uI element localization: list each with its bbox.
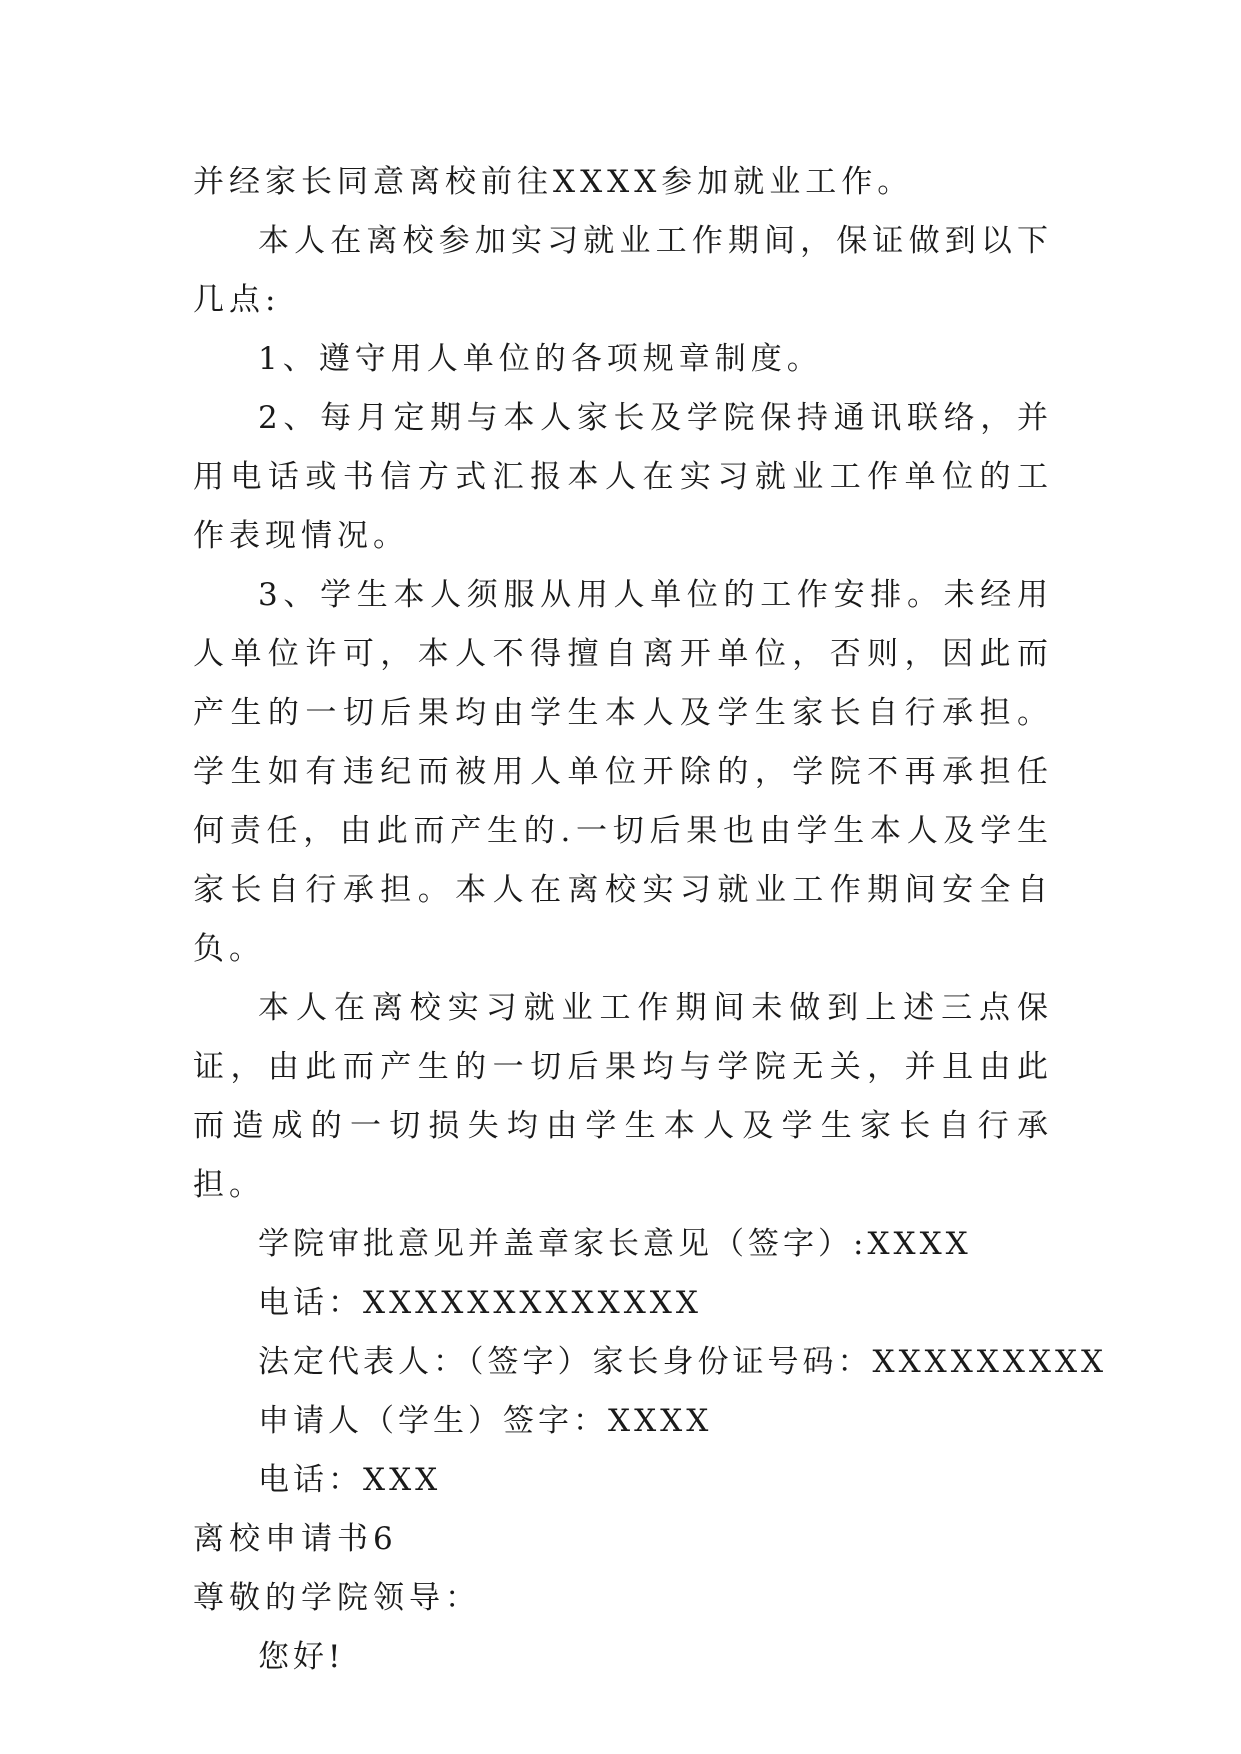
field-approval-signature: 学院审批意见并盖章家长意见（签字）:XXXX — [258, 1226, 972, 1262]
paragraph-liability: 本人在离校实习就业工作期间未做到上述三点保证，由此而产生的一切后果均与学院无关，并且由此而造成的一切损失均由学生本人及学生家长自行承担。 — [193, 990, 1053, 1203]
field-phone-parent: 电话：XXXXXXXXXXXXX — [258, 1285, 702, 1321]
field-phone-applicant: 电话：XXX — [258, 1462, 442, 1498]
paragraph-intro-continuation: 并经家长同意离校前往XXXX参加就业工作。 — [193, 164, 914, 200]
field-legal-rep-id: 法定代表人：（签字）家长身份证号码：XXXXXXXXX — [258, 1344, 1108, 1380]
field-applicant-signature: 申请人（学生）签字：XXXX — [258, 1403, 713, 1439]
paragraph-guarantee-intro: 本人在离校参加实习就业工作期间，保证做到以下几点: — [193, 223, 1053, 318]
paragraph-point-1: 1、遵守用人单位的各项规章制度。 — [258, 341, 823, 377]
paragraph-point-3: 3、学生本人须服从用人单位的工作安排。未经用人单位许可，本人不得擅自离开单位，否则，因此而产生的一切后果均由学生本人及学生家长自行承担。学生如有违纪而被用人单位开除的，学院不再承担任何责任，由此而产生的.一切后果也由学生本人及学生家长自行承担。本人在离校实习就业工作期间安全自负。 — [193, 577, 1053, 967]
salutation: 尊敬的学院领导： — [193, 1580, 481, 1616]
document-body — [193, 153, 1108, 1687]
section-title: 离校申请书6 — [193, 1521, 398, 1557]
greeting: 您好! — [258, 1639, 345, 1675]
paragraph-point-2: 2、每月定期与本人家长及学院保持通讯联络，并用电话或书信方式汇报本人在实习就业工作单位的工作表现情况。 — [193, 400, 1053, 554]
